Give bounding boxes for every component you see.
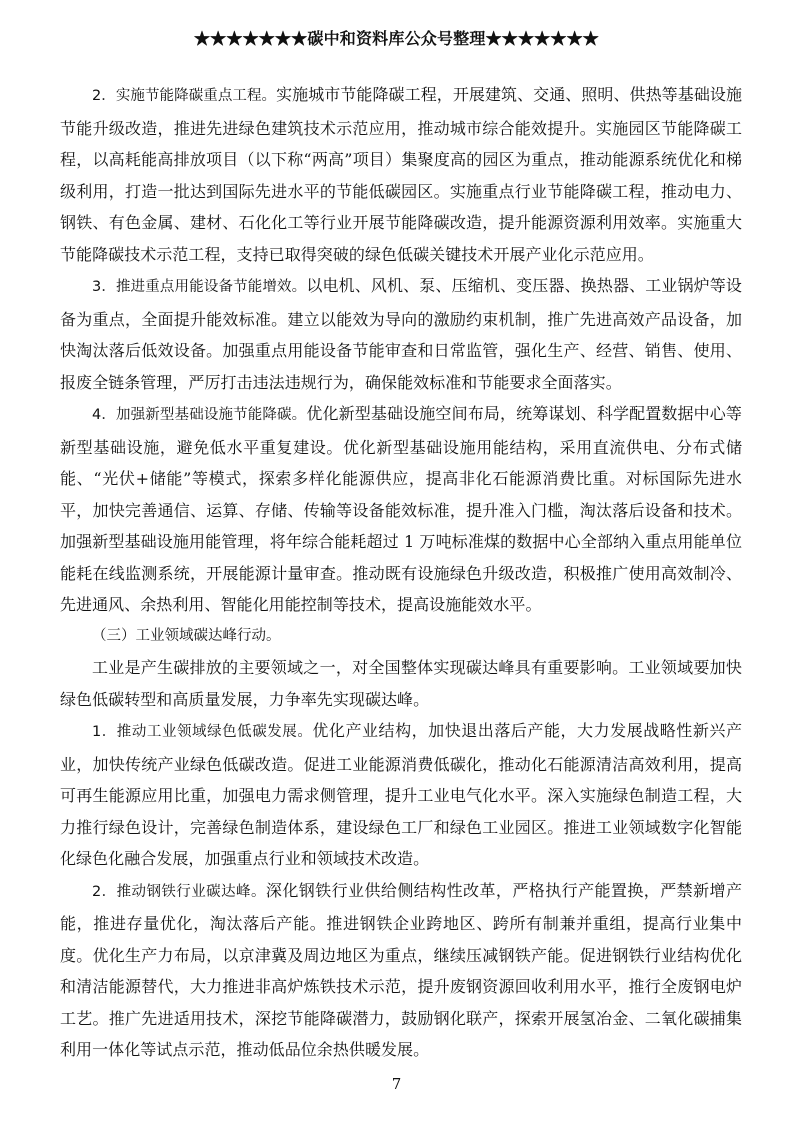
page-header: ★★★★★★★碳中和资料库公众号整理★★★★★★★ <box>193 29 599 48</box>
paragraph-text: 深化钢铁行业供给侧结构性改革，严格执行产能置换，严禁新增产能，推进存量优化，淘汰落后产能。推进钢铁企业跨地区、跨所有制兼并重组，提高行业集中度。优化生产力布局，以京津冀及周边地区为重点，继续压减钢铁产能。促进钢铁行业结构优化和清洁能源替代，大力推进非高炉炼铁技术示范，提升废钢资源回收利用水平，推行全废钢电炉工艺。推广先进适用技术，深挖节能降碳潜力，鼓励钢化联产，探索开展氢冶金、二氧化碳捕集利用一体化等试点示范，推动低品位余热供暖发展。 <box>60 880 742 1059</box>
page-number: 7 <box>391 1075 402 1093</box>
paragraph-text: 优化产业结构，加快退出落后产能，大力发展战略性新兴产业，加快传统产业绿色低碳改造。促进工业能源消费低碳化，推动化石能源清洁高效利用，提高可再生能源应用比重，加强电力需求侧管理，提升工业电气化水平。深入实施绿色制造工程，大力推行绿色设计，完善绿色制造体系，建设绿色工厂和绿色工业园区。推进工业领域数字化智能化绿色化融合发展，加强重点行业和领域技术改造。 <box>60 721 742 868</box>
paragraph-lead: 3．推进重点用能设备节能增效。 <box>92 279 307 295</box>
paragraph-lead: 2．推动钢铁行业碳达峰。 <box>92 883 266 900</box>
paragraph-new-infrastructure <box>60 398 742 621</box>
paragraph-lead: 2．实施节能降碳重点工程。 <box>92 88 277 104</box>
paragraph-text: 以电机、风机、泵、压缩机、变压器、换热器、工业锅炉等设备为重点，全面提升能效标准。建立以能效为导向的激励约束机制，推广先进高效产品设备，加快淘汰落后低效设备。加强重点用能设备节能审查和日常监管，强化生产、经营、销售、使用、报废全链条管理，严厉打击违法违规行为，确保能效标准和节能要求全面落实。 <box>60 276 742 392</box>
paragraph-lead: 4．加强新型基础设施节能降碳。 <box>92 407 307 423</box>
paragraph-energy-saving-projects <box>60 79 742 270</box>
paragraph-text: 优化新型基础设施空间布局，统筹谋划、科学配置数据中心等新型基础设施，避免低水平重复建设。优化新型基础设施用能结构，采用直流供电、分布式储能、“光伏+储能”等模式，探索多样化能源供应，提高非化石能源消费比重。对标国际先进水平，加快完善通信、运算、存储、传输等设备能效标准，提升准入门槛，淘汰落后设备和技术。加强新型基础设施用能管理，将年综合能耗超过 1 万吨标准煤的数据中心全部纳入重点用能单位能耗在线监测系统，开展能源计量审查。推动既有设施绿色升级改造，积极推广使用高效制冷、先进通风、余热利用、智能化用能控制等技术，提高设施能效水平。 <box>60 404 742 614</box>
paragraph-steel-industry <box>60 875 742 1066</box>
paragraph-text: 实施城市节能降碳工程，开展建筑、交通、照明、供热等基础设施节能升级改造，推进先进绿色建筑技术示范应用，推动城市综合能效提升。实施园区节能降碳工程，以高耗能高排放项目（以下称“两高”项目）集聚度高的园区为重点，推动能源系统优化和梯级利用，打造一批达到国际先进水平的节能低碳园区。实施重点行业节能降碳工程，推动电力、钢铁、有色金属、建材、石化化工等行业开展节能降碳改造，提升能源资源利用效率。实施重大节能降碳技术示范工程，支持已取得突破的绿色低碳关键技术开展产业化示范应用。 <box>60 85 743 264</box>
paragraph-lead: 1．推动工业领域绿色低碳发展。 <box>92 724 313 740</box>
paragraph-equipment-efficiency <box>60 270 742 398</box>
paragraph-industry-green-development <box>60 715 742 875</box>
page-content <box>60 79 742 1066</box>
section-heading: （三）工业领域碳达峰行动。 <box>92 627 281 644</box>
section-intro: 工业是产生碳排放的主要领域之一，对全国整体实现碳达峰具有重要影响。工业领域要加快绿色低碳转型和高质量发展，力争率先实现碳达峰。 <box>60 658 742 709</box>
